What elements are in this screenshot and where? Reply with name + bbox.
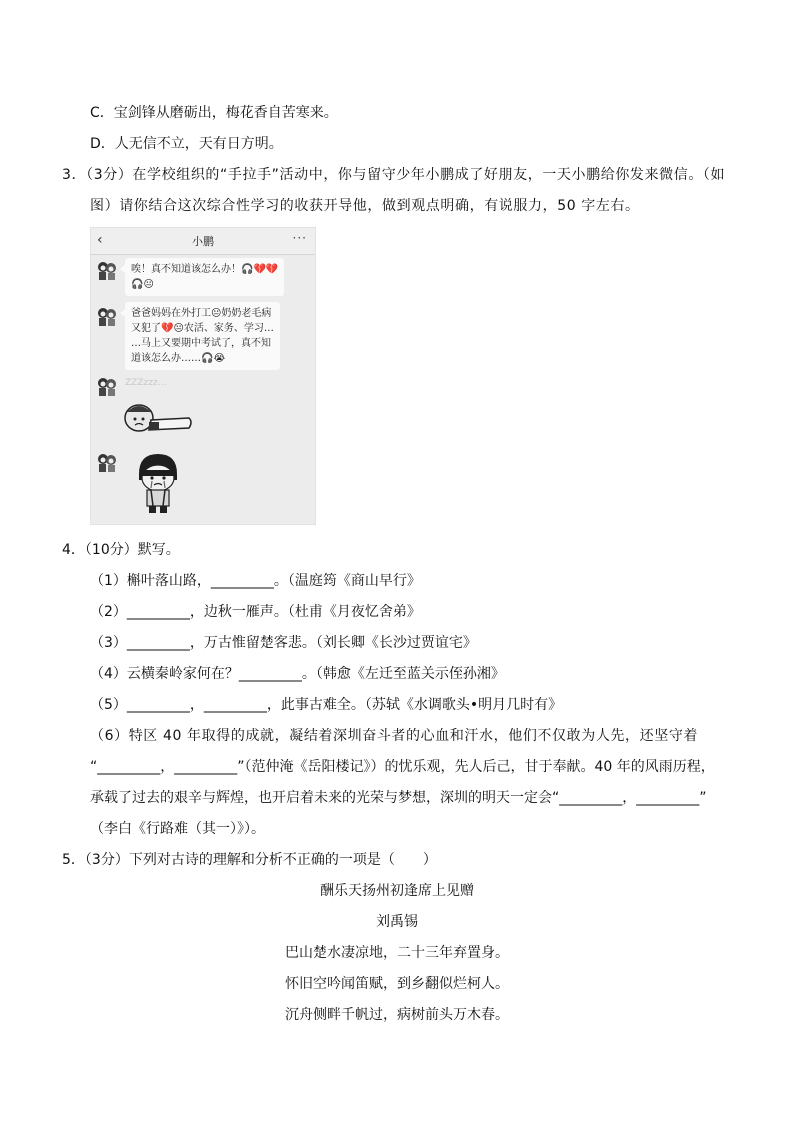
crying-boy-sticker-icon bbox=[135, 452, 181, 516]
chat-faint-text: ZZZzzz… bbox=[125, 378, 167, 388]
poem-line: 怀旧空吟闻笛赋，到乡翻似烂柯人。 bbox=[285, 976, 509, 992]
question-4-item-2: （2）_________，边秋一雁声。（杜甫《月夜忆舍弟》 bbox=[90, 604, 421, 620]
question-3-line-2: 图）请你结合这次综合性学习的收获开导他，做到观点明确，有说服力，50 字左右。 bbox=[90, 198, 640, 214]
poem-author: 刘禹锡 bbox=[376, 914, 418, 930]
question-5-title: 5．（3分）下列对古诗的理解和分析不正确的一项是（ ） bbox=[62, 852, 437, 868]
question-4-item-3: （3）_________，万古惟留楚客悲。（刘长卿《长沙过贾谊宅》 bbox=[90, 635, 477, 651]
question-4-item-6-line-1: （6）特区 40 年取得的成就，凝结着深圳奋斗者的心血和汗水，他们不仅敢为人先，还坚守着 bbox=[90, 728, 699, 744]
chat-title: 小鹏 bbox=[192, 235, 214, 248]
chat-message-2-line: 又犯了💔😐农活、家务、学习… bbox=[131, 323, 274, 334]
chat-message-2-line: 道该怎么办……🎧😭 bbox=[131, 353, 226, 364]
question-4-item-6-line-4: （李白《行路难（其一）》）。 bbox=[90, 821, 265, 837]
chat-message-1 bbox=[125, 258, 284, 296]
chat-message-2 bbox=[125, 302, 280, 370]
back-icon: ‹ bbox=[97, 232, 103, 248]
lying-down-sticker-icon bbox=[123, 398, 195, 438]
question-4-item-6-line-2: “_________，_________”（范仲淹《岳阳楼记》）的忧乐观，先人后己，甘于奉献。40 年的风雨历程， bbox=[90, 759, 715, 775]
avatar-icon bbox=[96, 452, 118, 474]
chat-message-1-line: 唉！真不知道该怎么办！🎧💔💔 bbox=[131, 264, 279, 275]
more-icon: ··· bbox=[292, 231, 307, 245]
option-c: C．宝剑锋从磨砺出，梅花香自苦寒来。 bbox=[90, 105, 338, 121]
question-4-title: 4．（10分）默写。 bbox=[62, 542, 180, 558]
avatar-icon bbox=[96, 306, 118, 328]
chat-message-2-line: 爸爸妈妈在外打工😐奶奶老毛病 bbox=[131, 308, 272, 319]
chat-screenshot bbox=[90, 227, 316, 525]
question-4-item-1: （1）槲叶落山路，_________。（温庭筠《商山早行》 bbox=[90, 573, 421, 589]
question-3-line-1: 3．（3分）在学校组织的“手拉手”活动中，你与留守少年小鹏成了好朋友，一天小鹏给你发来微信。（如 bbox=[62, 167, 726, 183]
chat-message-2-line: …马上又要期中考试了，真不知 bbox=[131, 338, 271, 349]
chat-header bbox=[91, 228, 315, 255]
option-d: D．人无信不立，天有日方明。 bbox=[90, 136, 283, 152]
avatar-icon bbox=[96, 376, 118, 398]
avatar-icon bbox=[96, 260, 118, 282]
question-4-item-4: （4）云横秦岭家何在？_________。（韩愈《左迁至蓝关示侄孙湘》 bbox=[90, 666, 505, 682]
poem-line: 巴山楚水凄凉地，二十三年弃置身。 bbox=[285, 945, 509, 961]
poem-line: 沉舟侧畔千帆过，病树前头万木春。 bbox=[285, 1007, 509, 1023]
chat-message-1-line: 🎧😐 bbox=[131, 279, 154, 290]
question-4-item-5: （5）_________，_________，此事古难全。（苏轼《水调歌头•明月几时有》 bbox=[90, 697, 563, 713]
poem-title: 酬乐天扬州初逢席上见赠 bbox=[320, 883, 474, 899]
question-4-item-6-line-3: 承载了过去的艰辛与辉煌，也开启着未来的光荣与梦想，深圳的明天一定会“_________，_________” bbox=[90, 790, 707, 806]
